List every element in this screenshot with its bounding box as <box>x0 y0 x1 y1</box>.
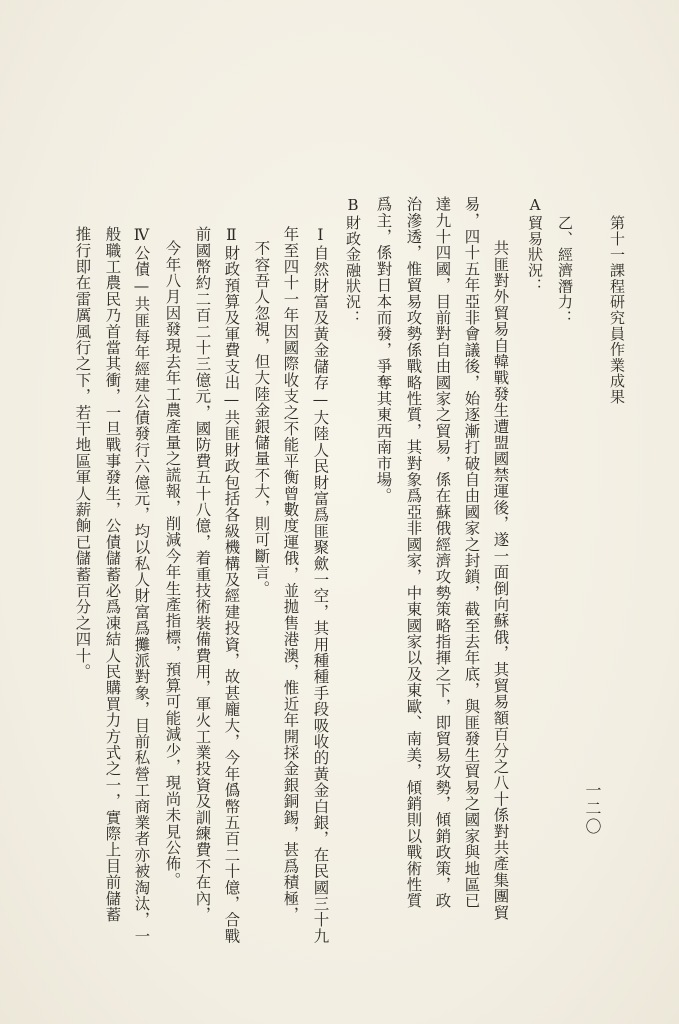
text-line: Ⅱ財政預算及軍費支出—共匪財政包括各級機構及經建投資，故甚龐大，今年僞幣五百二十億，合戰 <box>222 226 241 944</box>
text-line: 般職工農民乃首當其衝，一旦戰事發生，公債儲蓄必爲凍結人民購買力方式之一，實際上目前儲蓄 <box>103 226 122 923</box>
text-line: 推行即在雷厲風行之下，若干地區軍人薪餉已儲蓄百分之四十。 <box>73 226 92 680</box>
text-line: 今年八月因發現去年工農產量之謊報，削減今年生產指標，預算可能減少，現尚未見公佈。 <box>163 240 182 888</box>
text-line: 易，四十五年亞非會議後，始逐漸打破自由國家之封鎖，截至去年底，與匪發生貿易之國家與地區已 <box>462 196 481 909</box>
running-title: 第十一課程研究員作業成果 <box>608 215 626 405</box>
page-number: 一二〇 <box>583 782 602 836</box>
text-line: 共匪對外貿易自韓戰發生遭盟國禁運後，遂一面倒向蘇俄，其貿易額百分之八十係對共產集團貿 <box>491 240 510 921</box>
text-line: 前國幣約二百二十三億元，國防費五十八億，着重技術裝備費用，軍火工業投資及訓練費不在內， <box>193 226 212 923</box>
text-line: Ⅰ自然財富及黃金儲存—大陸人民財富爲匪聚歛一空，其用種種手段吸收的黃金白銀，在民國三十九 <box>311 226 330 944</box>
text-line: 達九十四國，目前對自由國家之貿易，係在蘇俄經濟攻勢策略指揮之下，即貿易攻勢，傾銷政策，政 <box>433 196 452 909</box>
text-line: 年至四十一年因國際收支之不能平衡曾數度運俄，並拋售港澳，惟近年開採金銀銅錫，甚爲積極， <box>281 226 300 923</box>
section-heading-economic: 乙、經濟潛力： <box>556 215 574 326</box>
text-line: Ⅳ公債—共匪每年經建公債發行六億元，均以私人財富爲攤派對象，目前私營工商業者亦被淘汰，一 <box>132 226 151 944</box>
subsection-heading-finance: B財政金融狀況： <box>344 196 362 326</box>
subsection-heading-trade: A貿易狀況： <box>526 196 544 294</box>
text-line: 不容吾人忽視，但大陸金銀儲量不大，則可斷言。 <box>252 240 271 597</box>
text-line: 治滲透，惟貿易攻勢係戰略性質，其對象爲亞非國家，中東國家以及東歐、南美，傾銷則以戰術性質 <box>404 196 423 909</box>
text-line: 爲主，係對日本而發，爭奪其東西南市場。 <box>374 196 393 504</box>
